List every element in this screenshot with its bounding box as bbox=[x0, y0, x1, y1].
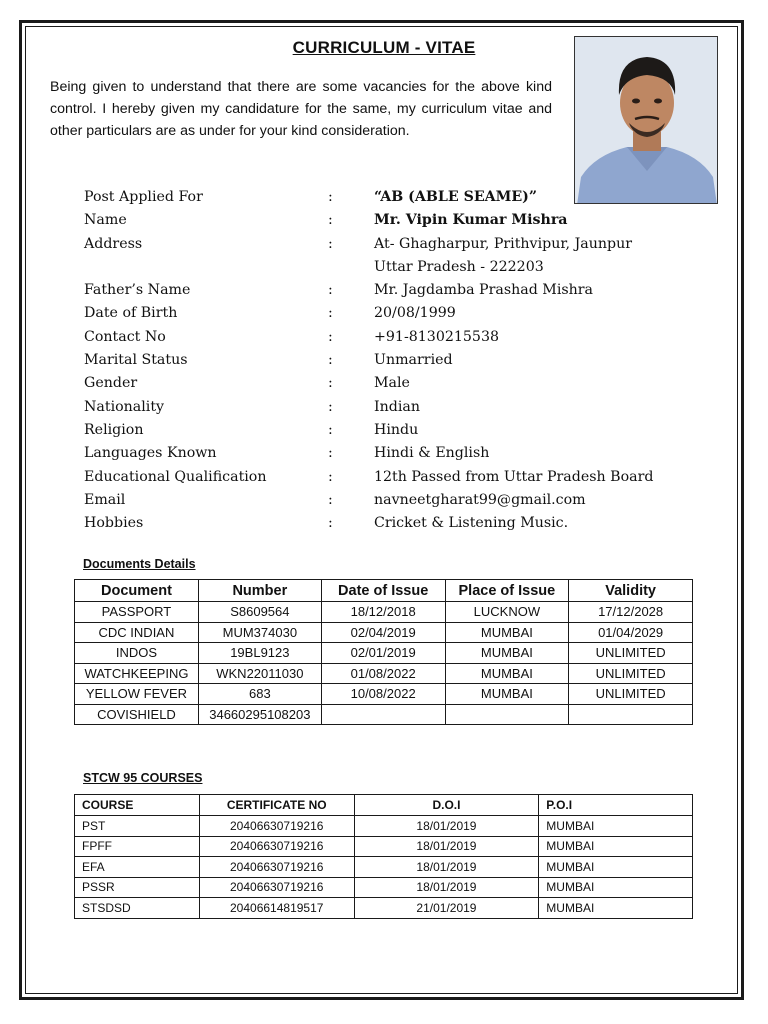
table-cell: STSDSD bbox=[75, 898, 200, 919]
table-cell: PSSR bbox=[75, 877, 200, 898]
table-cell: S8609564 bbox=[198, 602, 321, 623]
detail-value: Hindi & English bbox=[374, 445, 490, 462]
table-cell: WKN22011030 bbox=[198, 663, 321, 684]
table-cell: 18/12/2018 bbox=[321, 602, 445, 623]
intro-paragraph: Being given to understand that there are some vacancies for the above kind control. I hereby given my candidature for the same, my curriculum vitae and other particulars are as under for your kind consideration. bbox=[50, 79, 552, 139]
detail-row-post bbox=[84, 186, 684, 209]
table-cell: 20406630719216 bbox=[199, 877, 354, 898]
table-row bbox=[75, 663, 693, 684]
table-row bbox=[75, 836, 693, 857]
table-cell: 20406630719216 bbox=[199, 836, 354, 857]
detail-label: Nationality bbox=[84, 398, 165, 415]
table-row bbox=[75, 898, 693, 919]
column-header: P.O.I bbox=[539, 795, 693, 816]
table-cell: UNLIMITED bbox=[569, 643, 693, 664]
table-cell: CDC INDIAN bbox=[75, 622, 199, 643]
detail-row-gender bbox=[84, 372, 684, 395]
detail-colon: : bbox=[328, 328, 333, 345]
table-cell: MUMBAI bbox=[445, 622, 569, 643]
detail-colon: : bbox=[328, 515, 333, 532]
documents-heading: Documents Details bbox=[83, 557, 196, 571]
detail-colon: : bbox=[328, 468, 333, 485]
table-cell: COVISHIELD bbox=[75, 704, 199, 725]
detail-colon: : bbox=[328, 375, 333, 392]
table-row bbox=[75, 857, 693, 878]
table-cell: 02/04/2019 bbox=[321, 622, 445, 643]
detail-colon: : bbox=[328, 189, 333, 205]
table-cell: 21/01/2019 bbox=[354, 898, 539, 919]
detail-row-father-name bbox=[84, 279, 684, 302]
table-row bbox=[75, 816, 693, 837]
detail-label: Date of Birth bbox=[84, 305, 178, 322]
detail-colon: : bbox=[328, 445, 333, 462]
detail-label: Marital Status bbox=[84, 352, 188, 369]
detail-label: Hobbies bbox=[84, 515, 144, 532]
table-cell: 01/08/2022 bbox=[321, 663, 445, 684]
table-cell: 34660295108203 bbox=[198, 704, 321, 725]
table-cell: MUMBAI bbox=[539, 898, 693, 919]
table-cell: 18/01/2019 bbox=[354, 857, 539, 878]
column-header: Document bbox=[75, 580, 199, 602]
table-cell: FPFF bbox=[75, 836, 200, 857]
detail-label: Contact No bbox=[84, 328, 166, 345]
detail-row-contact bbox=[84, 326, 684, 349]
detail-colon: : bbox=[328, 421, 333, 438]
detail-value: 20/08/1999 bbox=[374, 305, 456, 322]
detail-row-hobbies bbox=[84, 512, 684, 535]
detail-row-email bbox=[84, 489, 684, 512]
detail-label: Father’s Name bbox=[84, 282, 191, 299]
table-cell: EFA bbox=[75, 857, 200, 878]
table-cell: 10/08/2022 bbox=[321, 684, 445, 705]
table-cell: MUMBAI bbox=[539, 877, 693, 898]
table-cell: 18/01/2019 bbox=[354, 836, 539, 857]
profile-photo bbox=[574, 36, 718, 204]
detail-value: +91-8130215538 bbox=[374, 328, 499, 345]
address-line-1: At- Ghagharpur, Prithvipur, Jaunpur bbox=[374, 235, 632, 252]
documents-table bbox=[74, 579, 693, 725]
table-cell: 683 bbox=[198, 684, 321, 705]
table-cell bbox=[321, 704, 445, 725]
detail-value: Hindu bbox=[374, 421, 419, 438]
detail-value bbox=[374, 233, 684, 280]
table-header-row bbox=[75, 795, 693, 816]
table-cell: MUMBAI bbox=[539, 836, 693, 857]
table-cell: 18/01/2019 bbox=[354, 877, 539, 898]
column-header: Validity bbox=[569, 580, 693, 602]
table-cell bbox=[445, 704, 569, 725]
table-cell: 18/01/2019 bbox=[354, 816, 539, 837]
detail-label: Address bbox=[84, 235, 143, 252]
table-cell: LUCKNOW bbox=[445, 602, 569, 623]
detail-row-languages bbox=[84, 442, 684, 465]
table-row bbox=[75, 684, 693, 705]
table-cell: UNLIMITED bbox=[569, 684, 693, 705]
table-cell bbox=[569, 704, 693, 725]
table-cell: MUMBAI bbox=[539, 857, 693, 878]
detail-value: Cricket & Listening Music. bbox=[374, 515, 569, 532]
document-title: CURRICULUM - VITAE bbox=[292, 38, 476, 57]
table-header-row bbox=[75, 580, 693, 602]
column-header: CERTIFICATE NO bbox=[199, 795, 354, 816]
table-cell: 17/12/2028 bbox=[569, 602, 693, 623]
detail-label: Educational Qualification bbox=[84, 468, 267, 485]
detail-value: Mr. Jagdamba Prashad Mishra bbox=[374, 282, 594, 299]
table-cell: 20406630719216 bbox=[199, 816, 354, 837]
detail-value: Indian bbox=[374, 398, 420, 415]
detail-value: Male bbox=[374, 375, 410, 392]
detail-row-religion bbox=[84, 419, 684, 442]
personal-details bbox=[84, 186, 684, 535]
column-header: COURSE bbox=[75, 795, 200, 816]
table-cell: INDOS bbox=[75, 643, 199, 664]
detail-value: Unmarried bbox=[374, 352, 453, 369]
detail-colon: : bbox=[328, 398, 333, 415]
detail-row-education bbox=[84, 466, 684, 489]
detail-value: “AB (ABLE SEAME)” bbox=[374, 189, 538, 205]
detail-row-dob bbox=[84, 302, 684, 325]
column-header: Number bbox=[198, 580, 321, 602]
detail-colon: : bbox=[328, 212, 333, 229]
stcw-courses-table bbox=[74, 794, 693, 919]
detail-colon: : bbox=[328, 491, 333, 508]
table-cell: MUM374030 bbox=[198, 622, 321, 643]
detail-colon: : bbox=[328, 282, 333, 299]
detail-value: Mr. Vipin Kumar Mishra bbox=[374, 212, 568, 229]
detail-label: Gender bbox=[84, 375, 138, 392]
table-cell: UNLIMITED bbox=[569, 663, 693, 684]
detail-row-nationality bbox=[84, 396, 684, 419]
detail-label: Religion bbox=[84, 421, 144, 438]
detail-row-name bbox=[84, 209, 684, 232]
detail-colon: : bbox=[328, 352, 333, 369]
table-row bbox=[75, 602, 693, 623]
column-header: D.O.I bbox=[354, 795, 539, 816]
table-cell: 19BL9123 bbox=[198, 643, 321, 664]
detail-colon: : bbox=[328, 305, 333, 322]
stcw-heading: STCW 95 COURSES bbox=[83, 771, 203, 785]
table-cell: MUMBAI bbox=[445, 663, 569, 684]
table-cell: YELLOW FEVER bbox=[75, 684, 199, 705]
detail-row-marital-status bbox=[84, 349, 684, 372]
table-cell: 20406614819517 bbox=[199, 898, 354, 919]
table-cell: 02/01/2019 bbox=[321, 643, 445, 664]
detail-value: navneetgharat99@gmail.com bbox=[374, 491, 586, 508]
detail-value: 12th Passed from Uttar Pradesh Board bbox=[374, 468, 654, 485]
table-row bbox=[75, 643, 693, 664]
detail-label: Languages Known bbox=[84, 445, 217, 462]
table-cell: PASSPORT bbox=[75, 602, 199, 623]
table-cell: PST bbox=[75, 816, 200, 837]
table-cell: 01/04/2029 bbox=[569, 622, 693, 643]
detail-row-address bbox=[84, 233, 684, 280]
column-header: Date of Issue bbox=[321, 580, 445, 602]
detail-label: Email bbox=[84, 491, 126, 508]
detail-colon: : bbox=[328, 235, 333, 252]
table-cell: 20406630719216 bbox=[199, 857, 354, 878]
address-line-2: Uttar Pradesh - 222203 bbox=[374, 258, 544, 275]
table-row bbox=[75, 704, 693, 725]
table-cell: MUMBAI bbox=[539, 816, 693, 837]
table-cell: MUMBAI bbox=[445, 684, 569, 705]
table-row bbox=[75, 622, 693, 643]
table-cell: WATCHKEEPING bbox=[75, 663, 199, 684]
detail-label: Name bbox=[84, 212, 127, 229]
column-header: Place of Issue bbox=[445, 580, 569, 602]
table-cell: MUMBAI bbox=[445, 643, 569, 664]
table-row bbox=[75, 877, 693, 898]
detail-label: Post Applied For bbox=[84, 189, 203, 205]
